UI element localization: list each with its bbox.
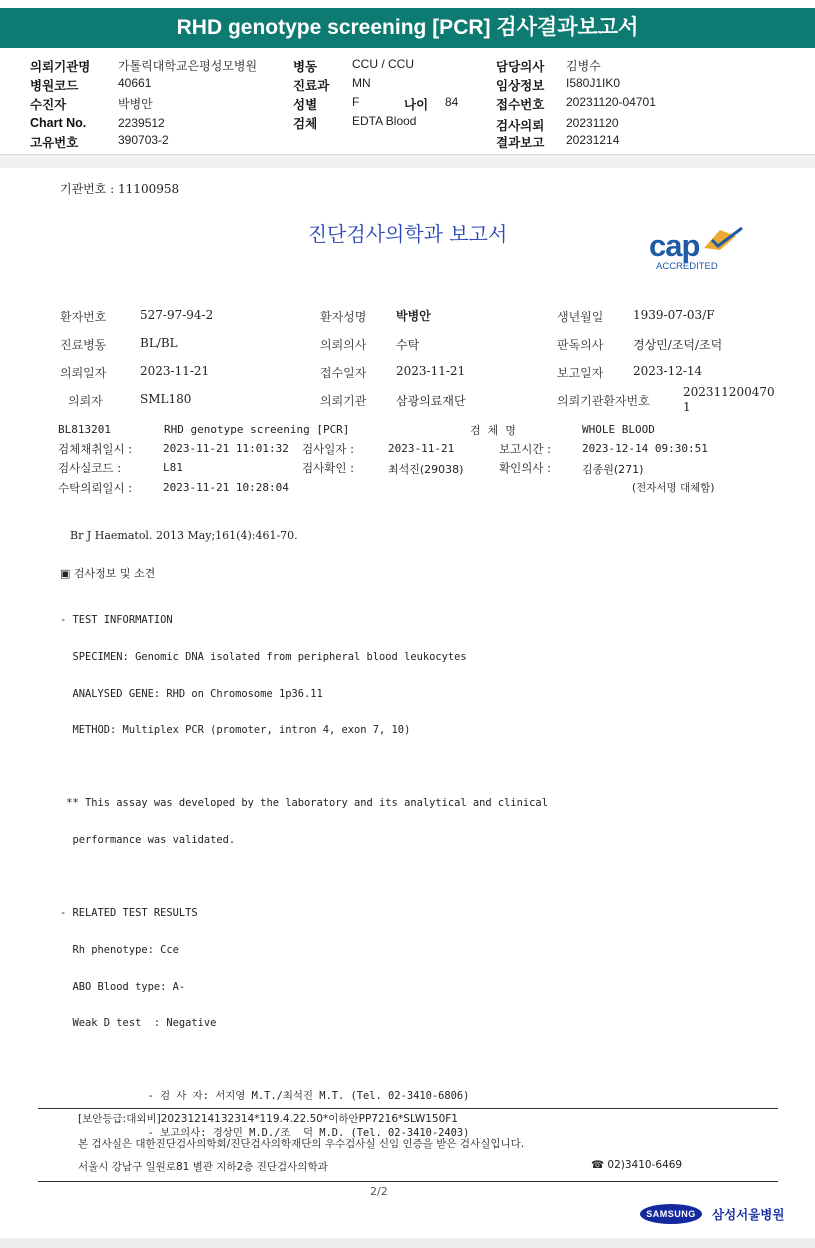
header-label: 수진자 [30, 98, 67, 112]
header-label: 검체 [293, 117, 318, 131]
patient-value: SML180 [140, 392, 192, 406]
patient-label: 생년월일 [557, 310, 604, 324]
header-value: 박병안 [118, 97, 153, 111]
patient-value: 경상민/조덕/조덕 [633, 338, 723, 352]
header-value: 20231120 [566, 116, 619, 130]
findings-line: performance was validated. [60, 834, 236, 847]
cap-logo-sub: ACCREDITED [656, 261, 718, 272]
request-label: 수탁의뢰일시 : [58, 481, 133, 495]
cap-logo-text: cap [649, 228, 700, 263]
samsung-logo [640, 1204, 702, 1224]
patient-label: 진료병동 [60, 338, 107, 352]
patient-value: 527-97-94-2 [140, 308, 214, 322]
header-value: 40661 [118, 76, 152, 90]
findings-line: ABO Blood type: A- [60, 980, 186, 993]
patient-label: 판독의사 [557, 338, 604, 352]
section-title: ▣ 검사정보 및 소견 [60, 567, 156, 580]
report-title: 진단검사의학과 보고서 [307, 222, 508, 246]
age-label: 나이 [404, 98, 429, 112]
footer-divider [38, 1108, 778, 1109]
findings-line: ** This assay was developed by the laboratory and its analytical and clinical [60, 797, 548, 810]
page-number: 2/2 [370, 1185, 388, 1198]
patient-value: 202311200470 [683, 385, 775, 399]
labcode-value: L81 [163, 461, 183, 474]
specimen-value: WHOLE BLOOD [582, 423, 655, 436]
patient-label: 의뢰의사 [320, 338, 367, 352]
header-value: 390703-2 [118, 133, 169, 147]
doctor-value: 김종원(271) [582, 463, 644, 476]
reference-citation: Br J Haematol. 2013 May;161(4):461-70. [70, 529, 298, 542]
header-label: 담당의사 [496, 60, 545, 74]
patient-value: 삼광의료재단 [396, 394, 466, 408]
address: 서울시 강남구 일원로81 별관 지하2층 진단검사의학과 [78, 1161, 328, 1173]
patient-value: 수탁 [396, 338, 420, 352]
header-value: MN [352, 76, 371, 90]
patient-label: 보고일자 [557, 366, 604, 380]
header-value: 20231214 [566, 133, 620, 147]
patient-value: BL/BL [140, 336, 178, 350]
testdate-value: 2023-11-21 [388, 442, 455, 455]
patient-label: 의뢰자 [68, 394, 103, 408]
hospital-name: 삼성서울병원 [712, 1207, 785, 1222]
header-value: I580J1IK0 [566, 76, 621, 90]
header-label: Chart No. [30, 116, 87, 130]
findings-line: - 검 사 자: 서지영 M.T./최석진 M.T. (Tel. 02-3410-6806) [60, 1090, 470, 1103]
header-value: 김병수 [566, 59, 601, 73]
header-value: F [352, 95, 360, 109]
testdate-label: 검사일자 : [302, 442, 354, 456]
header-value: EDTA Blood [352, 114, 417, 128]
findings-line [60, 761, 548, 773]
patient-value: 2023-11-21 [396, 364, 466, 378]
findings-line: METHOD: Multiplex PCR (promoter, intron 4, exon 7, 10) [60, 724, 411, 737]
security-line: [보안등급:대외비]20231214132314*119.4.22.50*이하안PP7216*SLW150F1 [78, 1113, 458, 1125]
header-label: 성별 [293, 98, 318, 112]
patient-value: 1939-07-03/F [633, 308, 715, 322]
header-label: 결과보고 [496, 136, 545, 150]
header-label: 병원코드 [30, 79, 79, 93]
reporttime-value: 2023-12-14 09:30:51 [582, 442, 708, 455]
certification-note: 본 검사실은 대한진단검사의학회/진단검사의학재단의 우수검사실 신임 인증을 받은 검사실입니다. [78, 1138, 525, 1150]
patient-value: 2023-11-21 [140, 364, 210, 378]
header-label: 진료과 [293, 79, 330, 93]
patient-value-line2: 1 [683, 400, 691, 414]
header-label: 병동 [293, 60, 318, 74]
confirm-label: 검사확인 : [302, 461, 354, 475]
findings-line [60, 1054, 548, 1066]
findings-line: Rh phenotype: Cce [60, 943, 179, 956]
header-label: 임상정보 [496, 79, 545, 93]
findings-line: - RELATED TEST RESULTS [60, 907, 198, 920]
collect-value: 2023-11-21 11:01:32 [163, 442, 289, 455]
confirm-value: 최석진(29038) [388, 463, 464, 476]
header-separator [0, 154, 815, 168]
header-label: 검사의뢰 [496, 119, 545, 133]
patient-name: 박병안 [396, 309, 431, 323]
labcode-label: 검사실코드 : [58, 461, 122, 475]
patient-label: 의뢰일자 [60, 366, 107, 380]
page-bottom-bar [0, 1238, 815, 1248]
header-value: CCU / CCU [352, 57, 414, 71]
findings-line: SPECIMEN: Genomic DNA isolated from peripheral blood leukocytes [60, 651, 467, 664]
patient-label: 접수일자 [320, 366, 367, 380]
reporttime-label: 보고시간 : [499, 442, 551, 456]
findings-line: ANALYSED GENE: RHD on Chromosome 1p36.11 [60, 687, 323, 700]
institution-number: 기관번호 : 11100958 [60, 182, 180, 196]
findings-line: - TEST INFORMATION [60, 614, 173, 627]
test-code: BL813201 [58, 423, 111, 436]
patient-value: 2023-12-14 [633, 364, 703, 378]
esign-note: (전자서명 대체함) [632, 482, 715, 494]
header-label: 고유번호 [30, 136, 79, 150]
document-title: RHD genotype screening [PCR] 검사결과보고서 [0, 8, 815, 48]
findings-line: - 보고의사: 경상민 M.D./조 덕 M.D. (Tel. 02-3410-2403) [60, 1126, 470, 1139]
findings-line [60, 871, 548, 883]
header-label: 의뢰기관명 [30, 60, 91, 74]
header-value: 가톨릭대학교은평성모병원 [118, 59, 258, 73]
specimen-label: 검 체 명 [470, 424, 516, 437]
samsung-logo-text: SAMSUNG [646, 1209, 696, 1219]
header-value: 2239512 [118, 116, 165, 130]
cap-accredited-logo [646, 226, 756, 276]
collect-label: 검체채취일시 : [58, 442, 133, 456]
findings-line: Weak D test : Negative [60, 1017, 217, 1030]
telephone: ☎ 02)3410-6469 [591, 1159, 683, 1171]
request-value: 2023-11-21 10:28:04 [163, 481, 289, 494]
findings-text [60, 590, 548, 1151]
footer-divider [38, 1181, 778, 1182]
doctor-label: 확인의사 : [499, 461, 551, 475]
test-name: RHD genotype screening [PCR] [164, 423, 350, 436]
age-value: 84 [445, 95, 459, 109]
header-label: 접수번호 [496, 98, 545, 112]
patient-label: 의뢰기관환자번호 [557, 394, 650, 408]
patient-label: 환자번호 [60, 310, 107, 324]
header-value: 20231120-04701 [566, 95, 656, 109]
patient-label: 의뢰기관 [320, 394, 367, 408]
patient-label: 환자성명 [320, 310, 367, 324]
